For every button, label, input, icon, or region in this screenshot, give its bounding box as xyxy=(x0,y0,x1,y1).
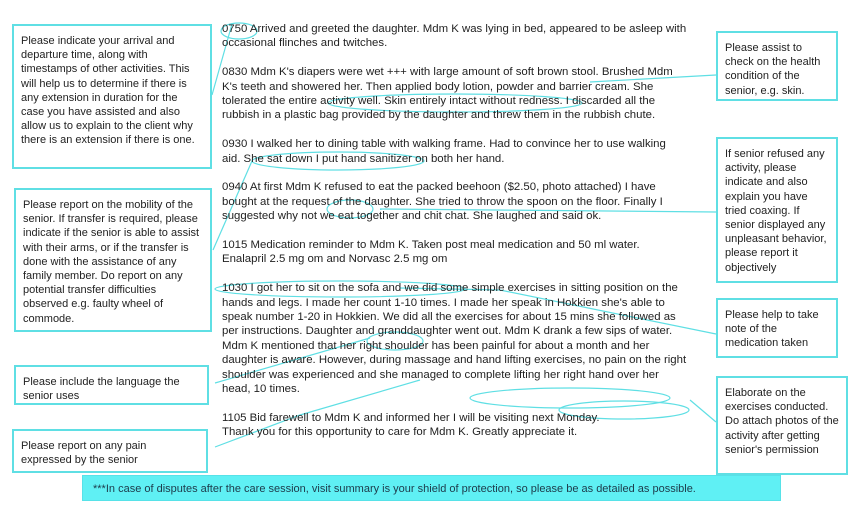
note-refusal: If senior refused any activity, please indicate and also explain you have tried coaxing. If senior displayed any unpleasant behavior, please report it objectively xyxy=(716,137,838,283)
entry-line: 1030 I got her to sit on the sofa and we did some simple exercises in sitting position on the xyxy=(222,282,678,295)
entry-line: 1015 Medication reminder to Mdm K. Taken post meal medication and 50 ml water. xyxy=(222,239,640,252)
note-language: Please include the language the senior uses xyxy=(14,365,209,405)
entry-line: suggested why not we eat together and chit chat. She laughed and said ok. xyxy=(222,210,602,223)
entry-line: Mdm K mentioned that her right shoulder has been painful for about a month and her xyxy=(222,339,650,352)
note-exercises: Elaborate on the exercises conducted. Do attach photos of the activity after getting senior's permission xyxy=(716,376,848,475)
entry-line: occasional flinches and twitches. xyxy=(222,37,388,50)
entry-1105 xyxy=(222,411,716,440)
entry-0940 xyxy=(222,180,716,223)
entry-0930 xyxy=(222,137,716,166)
entry-1015 xyxy=(222,238,716,267)
entry-line: tolerated the entire activity well. Skin entirely intact without redness. I discarded all the xyxy=(222,95,656,108)
entry-line: 1105 Bid farewell to Mdm K and informed her I will be visiting next Monday. xyxy=(222,411,600,424)
entry-line: speak number 1-20 in Hokkien. We did all the exercises for about 15 mins she followed as xyxy=(222,311,676,324)
entry-0830 xyxy=(222,65,716,123)
disclaimer-banner: ***In case of disputes after the care session, visit summary is your shield of protection, so please be as detailed as possible. xyxy=(82,475,781,501)
entry-line: 0750 Arrived and greeted the daughter. Mdm K was lying in bed, appeared to be asleep with xyxy=(222,23,687,35)
entry-line: Thank you for this opportunity to care for Mdm K. Greatly appreciate it. xyxy=(222,426,578,439)
entry-line: hands and legs. I made her count 1-10 times. I made her speak in Hokkien she's able to xyxy=(222,296,665,309)
entry-line: 0830 Mdm K's diapers were wet +++ with large amount of soft brown stool. Brushed Mdm xyxy=(222,66,673,79)
entry-line: bought at the request of the daughter. She tried to throw the spoon on the floor. Finally I xyxy=(222,195,663,208)
note-arrival-departure: Please indicate your arrival and departure time, along with timestamps of other activities. This will help us to determine if there is any extension in duration for the case you have assisted and also allow us to explain to the client why there is an extension if there is one. xyxy=(12,24,212,169)
note-mobility: Please report on the mobility of the senior. If transfer is required, please indicate if the senior is able to assist with their arms, or if the transfer is done with the assistance of any family member. Do report on any potential transfer difficulties observed e.g. faulty wheel of commode. xyxy=(14,188,212,332)
entry-line: rubbish in a plastic bag provided by the daughter and threw them in the rubbish chute. xyxy=(222,109,656,122)
entry-line: 0930 I walked her to dining table with walking frame. Had to convince her to use walking xyxy=(222,138,666,151)
entry-1030 xyxy=(222,281,716,396)
entry-line: daughter is aware. However, during massage and hand lifting exercises, no pain on the right xyxy=(222,354,687,367)
note-health-condition: Please assist to check on the health condition of the senior, e.g. skin. xyxy=(716,31,838,101)
entry-line: 0940 At first Mdm K refused to eat the packed beehoon ($2.50, photo attached) I have xyxy=(222,181,656,194)
entry-0750 xyxy=(222,22,716,51)
note-pain: Please report on any pain expressed by the senior xyxy=(12,429,208,473)
entry-line: K's teeth and showered her. Then applied body lotion, powder and barrier cream. She xyxy=(222,80,654,93)
entry-line: Enalapril 2.5 mg om and Norvasc 2.5 mg om xyxy=(222,253,448,266)
entry-line: per instructions. Daughter and granddaughter went out. Mdm K drank a few sips of water. xyxy=(222,325,673,338)
note-medication: Please help to take note of the medication taken xyxy=(716,298,838,358)
entry-line: aid. She sat down I put hand sanitizer on both her hand. xyxy=(222,152,505,165)
visit-summary xyxy=(222,22,716,454)
entry-line: head, 10 times. xyxy=(222,383,300,396)
entry-line: shoulder was experienced and she managed to complete lifting her right hand over her xyxy=(222,368,659,381)
